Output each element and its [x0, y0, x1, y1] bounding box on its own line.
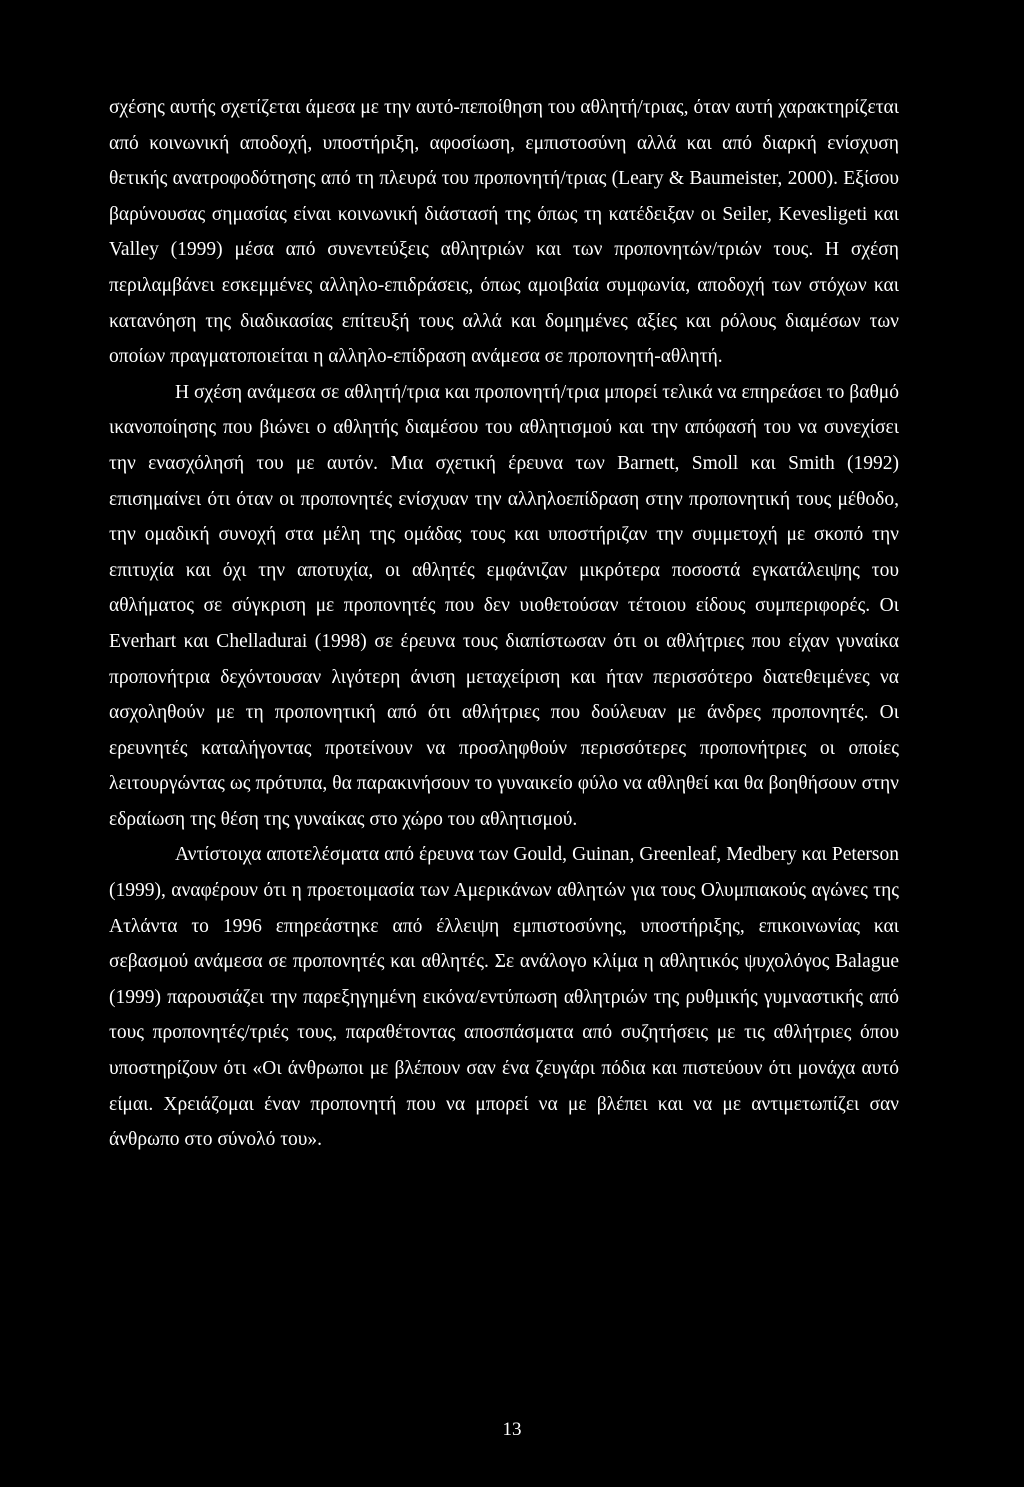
- paragraph-2: Η σχέση ανάμεσα σε αθλητή/τρια και προπονητή/τρια μπορεί τελικά να επηρεάσει το βαθμό ικανοποίησης που βιώνει ο αθλητής διαμέσου του αθλητισμού και την απόφασή του να συνεχίσει την ενασχόλησή του με αυτόν. Μια σχετική έρευνα των Barnett, Smoll και Smith (1992) επισημαίνει ότι όταν οι προπονητές ενίσχυαν την αλληλοεπίδραση στην προπονητική τους μέθοδο, την ομαδική συνοχή στα μέλη της ομάδας τους και υποστήριζαν την συμμετοχή με σκοπό την επιτυχία και όχι την αποτυχία, οι αθλητές εμφάνιζαν μικρότερα ποσοστά εγκατάλειψης του αθλήματος σε σύγκριση με προπονητές που δεν υιοθετούσαν τέτοιου είδους συμπεριφορές. Οι Everhart και Chelladurai (1998) σε έρευνα τους διαπίστωσαν ότι οι αθλήτριες που είχαν γυναίκα προπονήτρια δεχόντουσαν λιγότερη άνιση μεταχείριση και ήταν περισσότερο διατεθειμένες να ασχοληθούν με τη προπονητική από ότι αθλήτριες που δούλευαν με άνδρες προπονητές. Οι ερευνητές καταλήγοντας προτείνουν να προσληφθούν περισσότερες προπονήτριες οι οποίες λειτουργώντας ως πρότυπα, θα παρακινήσουν το γυναικείο φύλο να αθληθεί και θα βοηθήσουν στην εδραίωση της θέση της γυναίκας στο χώρο του αθλητισμού.: [109, 381, 899, 830]
- body-text: [109, 90, 899, 1158]
- page-number: 13: [502, 1419, 522, 1440]
- paragraph-1: σχέσης αυτής σχετίζεται άμεσα με την αυτό-πεποίθηση του αθλητή/τριας, όταν αυτή χαρακτηρίζεται από κοινωνική αποδοχή, υποστήριξη, αφοσίωση, εμπιστοσύνη αλλά και από διαρκή ενίσχυση θετικής ανατροφοδότησης από τη πλευρά του προπονητή/τριας (Leary & Baumeister, 2000). Εξίσου βαρύνουσας σημασίας είναι κοινωνική διάστασή της όπως τη κατέδειξαν οι Seiler, Kevesligeti και Valley (1999) μέσα από συνεντεύξεις αθλητριών και των προπονητών/τριών τους. Η σχέση περιλαμβάνει εσκεμμένες αλληλο-επιδράσεις, όπως αμοιβαία συμφωνία, αποδοχή των στόχων και κατανόηση της διαδικασίας επίτευξή τους αλλά και δομημένες αξίες και ρόλους διαμέσων των οποίων πραγματοποιείται η αλληλο-επίδραση ανάμεσα σε προπονητή-αθλητή.: [109, 97, 899, 368]
- paragraph-3: Αντίστοιχα αποτελέσματα από έρευνα των Gould, Guinan, Greenleaf, Medbery και Peterson (1999), αναφέρουν ότι η προετοιμασία των Αμερικάνων αθλητών για τους Ολυμπιακούς αγώνες της Ατλάντα το 1996 επηρεάστηκε από έλλειψη εμπιστοσύνης, υποστήριξης, επικοινωνίας και σεβασμού ανάμεσα σε προπονητές και αθλητές. Σε ανάλογο κλίμα η αθλητικός ψυχολόγος Balague (1999) παρουσιάζει την παρεξηγημένη εικόνα/εντύπωση αθλητριών της ρυθμικής γυμναστικής από τους προπονητές/τριές τους, παραθέτοντας αποσπάσματα από συζητήσεις με τις αθλήτριες όπου υποστηρίζουν ότι «Οι άνθρωποι με βλέπουν σαν ένα ζευγάρι πόδια και πιστεύουν ότι μονάχα αυτό είμαι. Χρειάζομαι έναν προπονητή που να μπορεί να με βλέπει και να με αντιμετωπίζει σαν άνθρωπο στο σύνολό του».: [109, 844, 899, 1151]
